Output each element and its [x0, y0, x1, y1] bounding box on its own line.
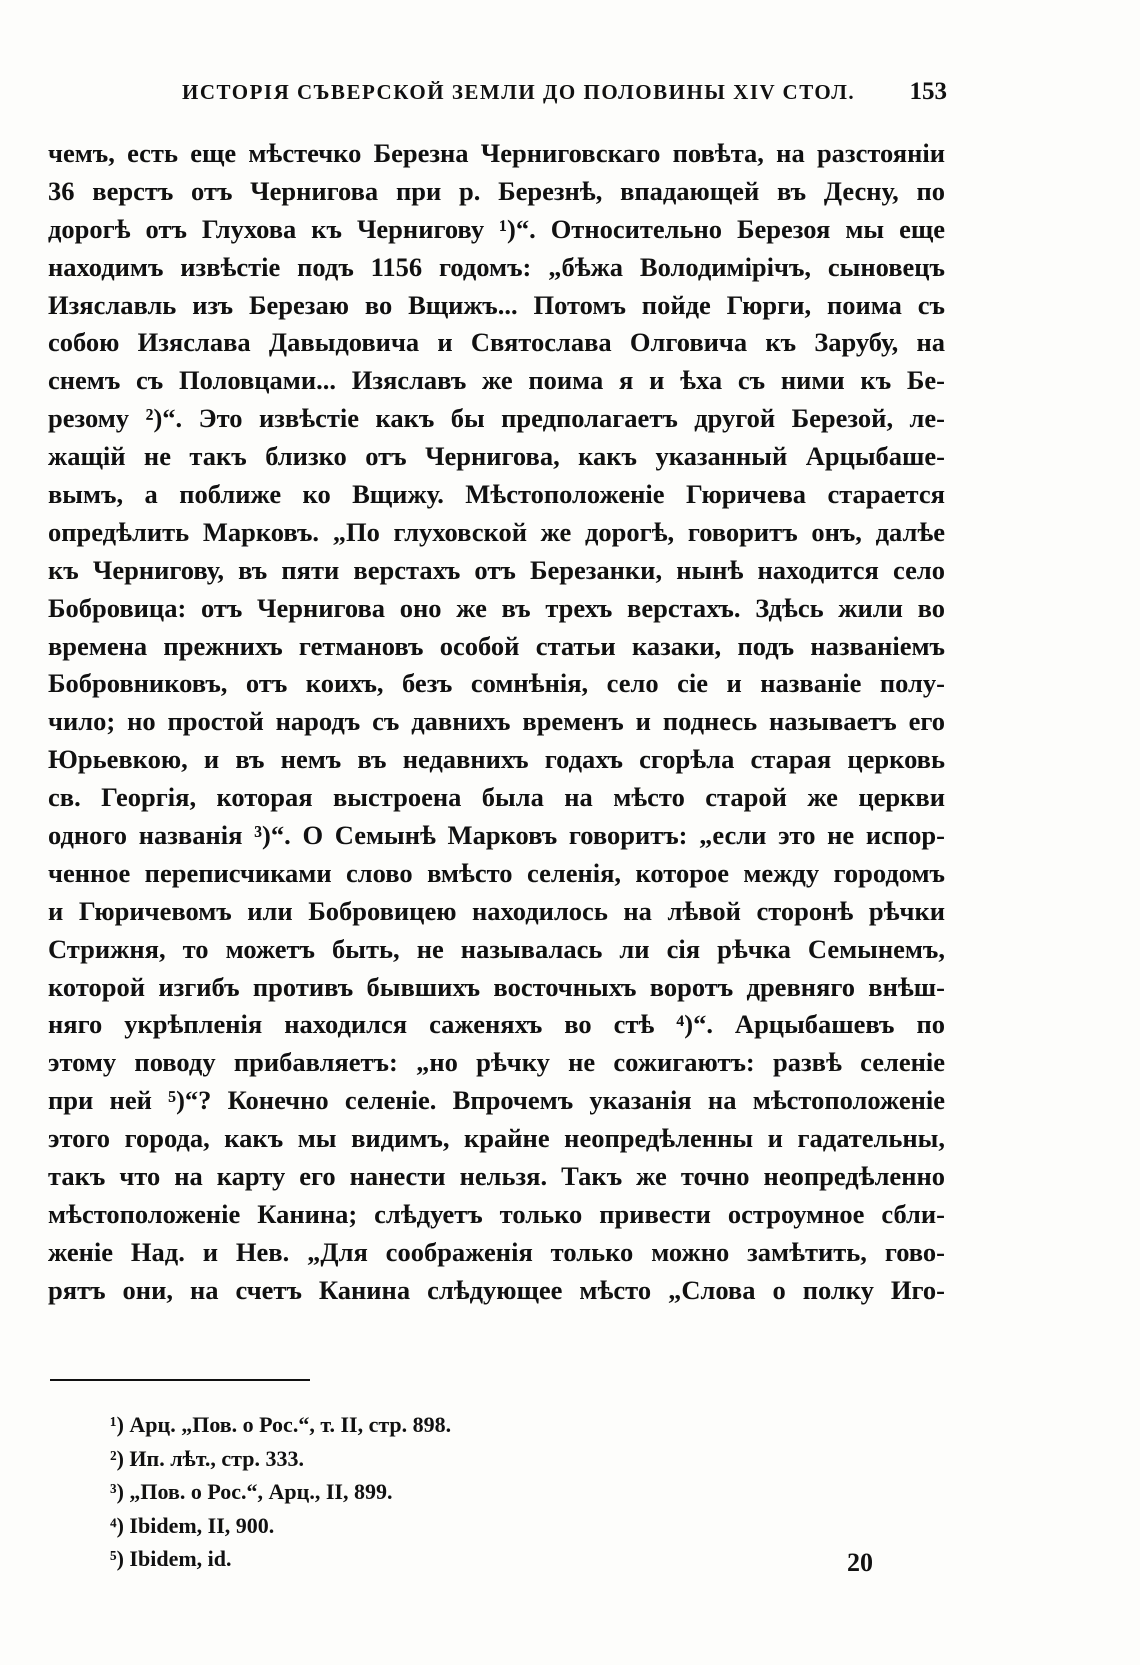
footnote: ¹) Арц. „Пов. о Рос.“, т. II, стр. 898.	[110, 1412, 452, 1437]
body-text	[48, 135, 945, 1310]
text-line: чило; но простой народъ съ давнихъ временъ и поднесь называетъ его	[48, 706, 945, 737]
text-line: къ Чернигову, въ пяти верстахъ отъ Березанки, нынѣ находится село	[48, 554, 945, 585]
text-line: ченное переписчиками слово вмѣсто селенія, которое между городомъ	[48, 857, 945, 888]
text-line: вымъ, а поближе ко Вщижу. Мѣстоположеніе Гюричева старается	[48, 479, 945, 510]
text-line: Стрижня, то можетъ быть, не называлась ли сія рѣчка Семынемъ,	[48, 933, 945, 964]
text-line: которой изгибъ противъ бывшихъ восточныхъ воротъ древняго внѣш-	[48, 971, 945, 1002]
text-line: Бобровица: отъ Чернигова оно же въ трехъ верстахъ. Здѣсь жили во	[48, 592, 945, 623]
footnotes	[110, 1408, 810, 1576]
text-line: чемъ, есть еще мѣстечко Березна Черниговскаго повѣта, на разстояніи	[48, 138, 945, 168]
text-line: и Гюричевомъ или Бобровицею находилось на лѣвой сторонѣ рѣчки	[48, 895, 945, 926]
running-head	[52, 78, 947, 118]
running-title: ИСТОРІЯ СЪВЕРСКОЙ ЗЕМЛИ ДО ПОЛОВИНЫ XIV СТОЛ.	[182, 80, 856, 104]
text-line: резому ²)“. Это извѣстіе какъ бы предполагаетъ другой Березой, ле-	[48, 403, 945, 434]
text-line: св. Георгія, которая выстроена была на мѣсто старой же церкви	[48, 782, 945, 813]
text-line: этого города, какъ мы видимъ, крайне неопредѣленны и гадательны,	[48, 1123, 945, 1154]
footnote: ²) Ип. лѣт., стр. 333.	[110, 1445, 304, 1471]
text-line: Юрьевкою, и въ немъ въ недавнихъ годахъ сгорѣла старая церковь	[48, 744, 945, 775]
text-line: собою Изяслава Давыдовича и Святослава Олговича къ Зарубу, на	[48, 327, 945, 358]
text-line: времена прежнихъ гетмановъ особой статьи казаки, подъ названіемъ	[48, 630, 945, 661]
text-line: няго укрѣпленія находился саженяхъ во стѣ ⁴)“. Арцыбашевъ по	[48, 1009, 945, 1040]
signature-mark: 20	[847, 1548, 873, 1577]
footnote: ⁴) Ibidem, II, 900.	[110, 1512, 275, 1538]
text-line: мѣстоположеніе Канина; слѣдуетъ только привести остроумное сбли-	[48, 1198, 945, 1229]
text-line: опредѣлить Марковъ. „По глуховской же дорогѣ, говоритъ онъ, далѣе	[48, 516, 945, 547]
text-line: 36 верстъ отъ Чернигова при р. Березнѣ, впадающей въ Десну, по	[48, 175, 945, 206]
text-line: женіе Над. и Нев. „Для соображенія только можно замѣтить, гово-	[48, 1236, 945, 1267]
text-line: такъ что на карту его нанести нельзя. Такъ же точно неопредѣленно	[48, 1161, 945, 1192]
footnote-rule	[50, 1379, 310, 1381]
text-line: дорогѣ отъ Глухова къ Чернигову ¹)“. Относительно Березоя мы еще	[48, 213, 945, 244]
text-line: снемъ съ Половцами... Изяславъ же поима я и ѣха съ ними къ Бе-	[48, 365, 945, 396]
text-line: одного названія ³)“. О Семынѣ Марковъ говоритъ: „если это не испор-	[48, 820, 945, 851]
text-line: этому поводу прибавляетъ: „но рѣчку не сожигаютъ: развѣ селеніе	[48, 1047, 945, 1078]
footnote: ⁵) Ibidem, id.	[110, 1546, 232, 1572]
text-line: при ней ⁵)“? Конечно селеніе. Впрочемъ указанія на мѣстоположеніе	[48, 1085, 945, 1116]
text-line: находимъ извѣстіе подъ 1156 годомъ: „бѣжа Володимірічъ, сыновецъ	[48, 251, 945, 282]
text-line: Изяславль изъ Березаю во Вщижъ... Потомъ пойде Гюрги, поима съ	[48, 289, 945, 320]
page-number: 153	[909, 78, 947, 105]
footnote: ³) „Пов. о Рос.“, Арц., II, 899.	[110, 1479, 393, 1505]
text-line: Бобровниковъ, отъ коихъ, безъ сомнѣнія, село сіе и названіе полу-	[48, 668, 945, 699]
text-line: жащій не такъ близко отъ Чернигова, какъ указанный Арцыбаше-	[48, 441, 945, 472]
text-line: рятъ они, на счетъ Канина слѣдующее мѣсто „Слова о полку Иго-	[48, 1274, 945, 1305]
